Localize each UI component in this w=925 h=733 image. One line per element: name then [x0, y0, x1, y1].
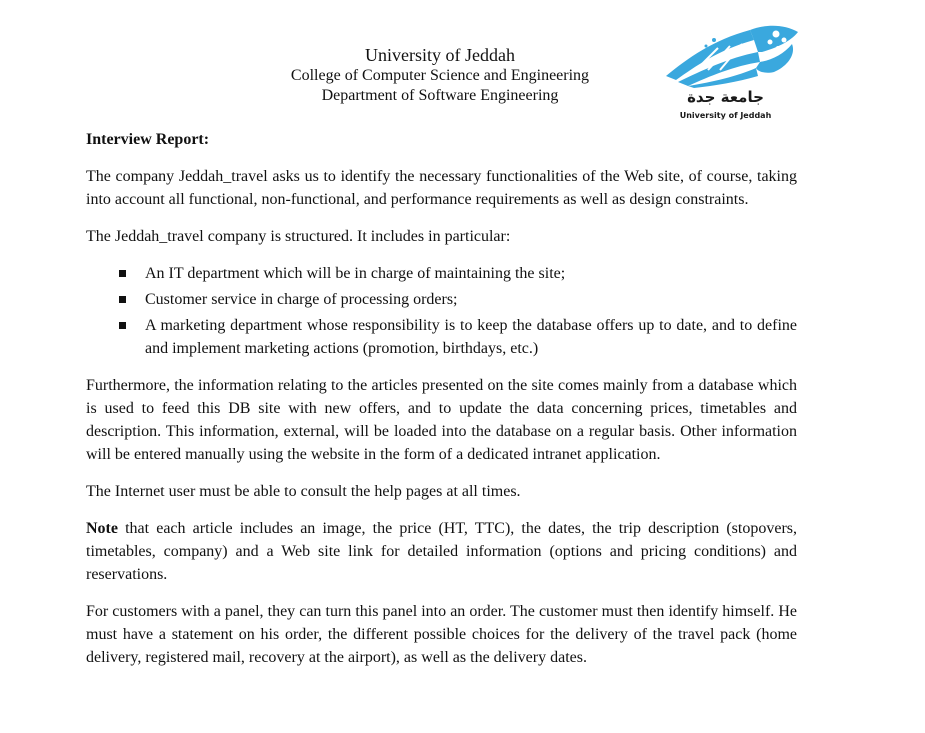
paragraph-intro: The company Jeddah_travel asks us to identify the necessary functionalities of the Web site, of course, taking into account all functional, non-functional, and performance requirements as well as design constraints. — [86, 168, 797, 208]
note-text: that each article includes an image, the price (HT, TTC), the dates, the trip description (stopovers, timetables, company) and a Web site link for detailed information (options and pricing conditions) and reservations. — [86, 520, 797, 583]
list-item — [145, 288, 797, 311]
bullet-square-icon — [119, 296, 126, 303]
list-item-text: A marketing department whose responsibility is to keep the database offers up to date, and to define and implement marketing actions (promotion, birthdays, etc.) — [145, 317, 797, 357]
logo-emblem-icon — [658, 18, 808, 93]
note-label: Note — [86, 520, 118, 537]
paragraph-orders: For customers with a panel, they can turn this panel into an order. The customer must then identify himself. He must have a statement on his order, the different possible choices for the delivery of the travel pack (home delivery, registered mail, recovery at the airport), as well as the delivery dates. — [86, 603, 797, 666]
paragraph-help-pages: The Internet user must be able to consult the help pages at all times. — [86, 483, 521, 500]
college-name: College of Computer Science and Engineering — [290, 67, 590, 84]
department-list — [86, 262, 797, 360]
report-title: Interview Report: — [86, 131, 210, 148]
list-item — [145, 262, 797, 285]
logo-english-name: University of Jeddah — [679, 111, 772, 120]
institution-block — [240, 44, 640, 106]
university-logo — [658, 18, 808, 128]
department-name: Department of Software Engineering — [321, 87, 559, 104]
bullet-square-icon — [119, 322, 126, 329]
logo-arabic-name: جامعة جدة — [687, 88, 764, 106]
report-body — [86, 128, 797, 683]
list-item — [145, 314, 797, 360]
university-name: University of Jeddah — [365, 45, 515, 65]
bullet-square-icon — [119, 270, 126, 277]
list-item-text: Customer service in charge of processing orders; — [145, 291, 458, 308]
paragraph-note — [86, 517, 797, 586]
paragraph-structure: The Jeddah_travel company is structured. It includes in particular: — [86, 228, 511, 245]
paragraph-database: Furthermore, the information relating to the articles presented on the site comes mainly from a database which is used to feed this DB site with new offers, and to update the data concerning prices, timetables and description. This information, external, will be loaded into the database on a regular basis. Other information will be entered manually using the website in the form of a dedicated intranet application. — [86, 377, 797, 463]
list-item-text: An IT department which will be in charge of maintaining the site; — [145, 265, 566, 282]
